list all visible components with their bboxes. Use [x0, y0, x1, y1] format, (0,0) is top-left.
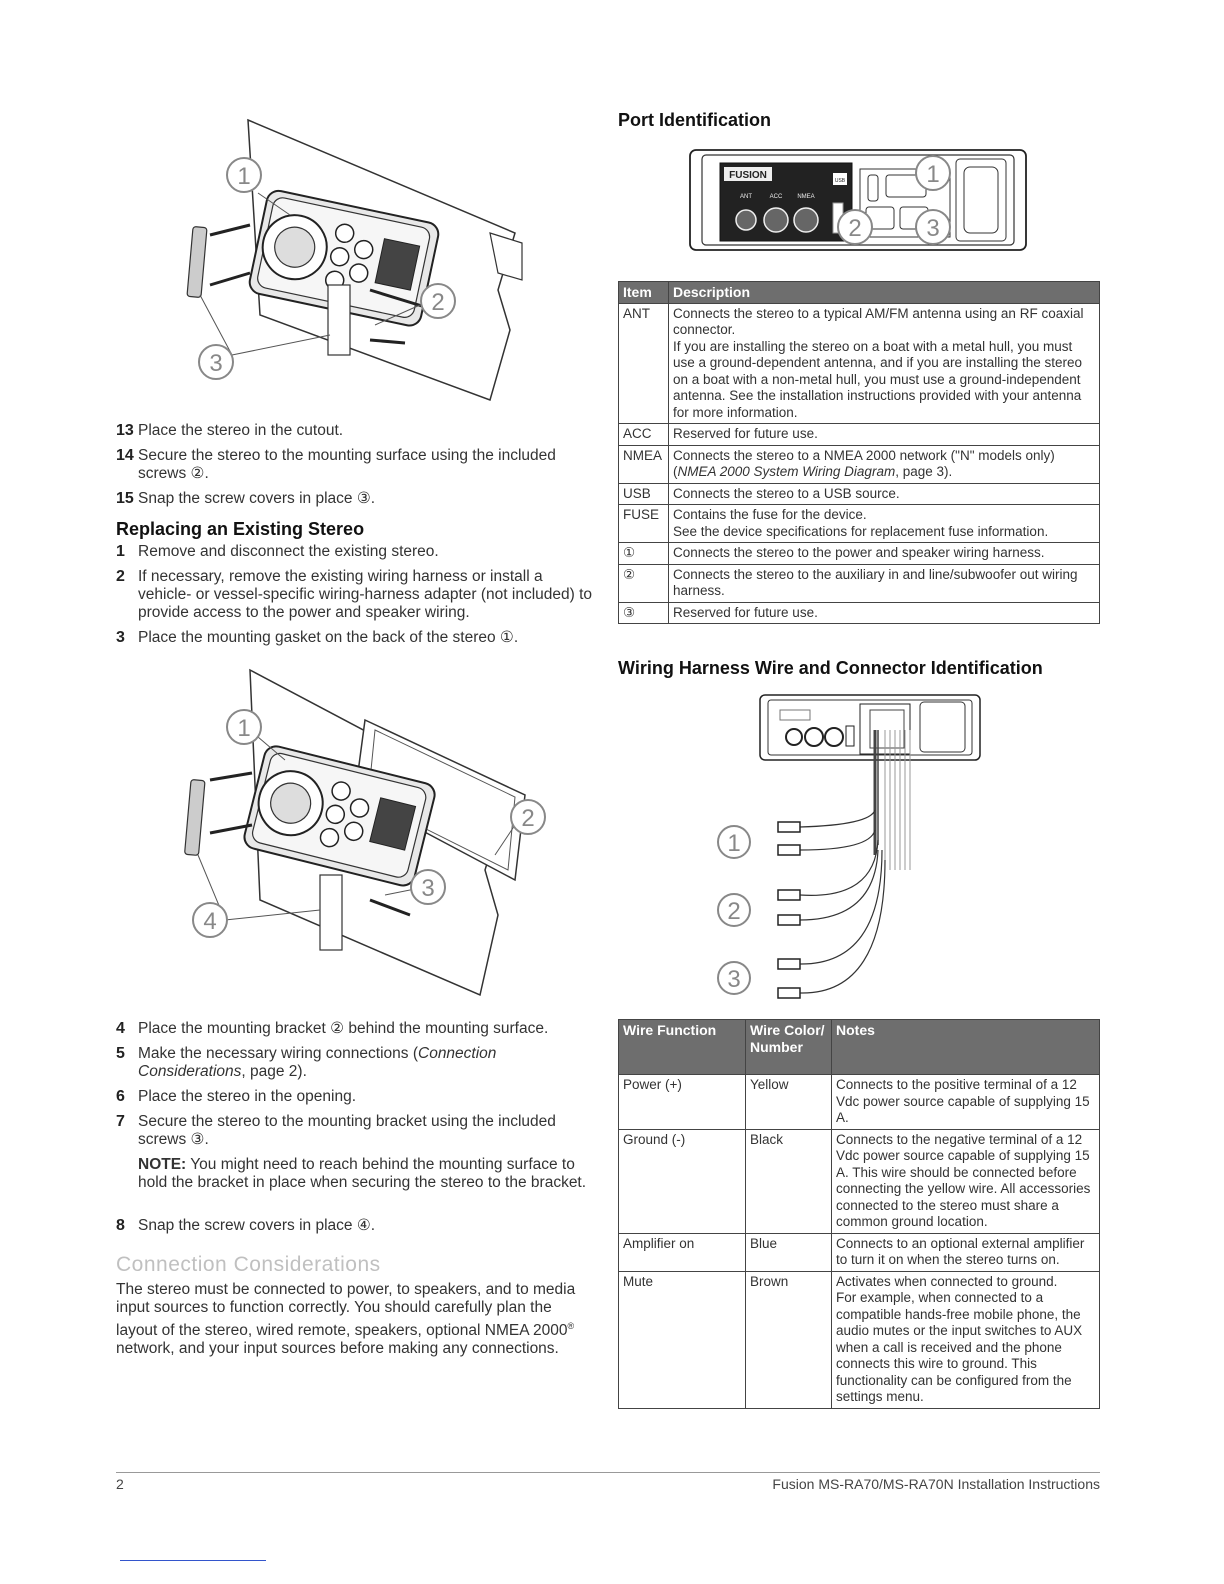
table-row: NMEA Connects the stereo to a NMEA 2000 network ("N" models only) (NMEA 2000 System Wiring Diagram, page 3).	[619, 445, 1100, 483]
figure-install-bracket	[180, 665, 560, 1005]
table-row: Mute Brown Activates when connected to ground. For example, when connected to a compatible hands-free mobile phone, the audio mutes or the input switches to AUX when a call is received and the phone connects this wire to ground. This functionality can be configured from the settings menu.	[619, 1271, 1100, 1408]
table-header: Wire Color/ Number	[746, 1020, 832, 1075]
table-row: Amplifier on Blue Connects to an optional external amplifier to turn it on when the stereo turns on.	[619, 1233, 1100, 1271]
step-15: 15 Snap the screw covers in place ③.	[116, 490, 376, 507]
callout-3: 3	[209, 350, 223, 377]
page-number: 2	[116, 1476, 124, 1492]
table-header: Wire Function	[619, 1020, 746, 1075]
callout-3: 3	[727, 966, 741, 993]
note: NOTE: You might need to reach behind the mounting surface to hold the bracket in place when securing the stereo to the bracket.	[138, 1156, 587, 1191]
callout-1: 1	[237, 163, 251, 190]
table-header: Description	[669, 282, 1100, 304]
port-label-usb: USB	[834, 178, 846, 184]
step-6: 6 Place the stereo in the opening.	[116, 1088, 357, 1105]
callout-1: 1	[727, 830, 741, 857]
wiring-harness-table	[618, 1019, 1100, 1409]
port-label-acc: ACC	[769, 194, 783, 200]
step-7: 7 Secure the stereo to the mounting bracket using the included screws ③.	[116, 1113, 556, 1148]
callout-2: 2	[521, 805, 535, 832]
callout-2: 2	[727, 898, 741, 925]
callout-3: 3	[421, 875, 435, 902]
table-row: ① Connects the stereo to the power and speaker wiring harness.	[619, 543, 1100, 565]
callout-1: 1	[237, 715, 251, 742]
callout-3: 3	[926, 215, 940, 242]
callout-2: 2	[431, 289, 445, 316]
table-row: Power (+) Yellow Connects to the positive terminal of a 12 Vdc power source capable of supplying 15 A.	[619, 1075, 1100, 1130]
bottom-rule	[120, 1560, 266, 1561]
figure-install-cutout	[180, 115, 530, 415]
footer-divider	[116, 1472, 1100, 1473]
step-r1: 1 Remove and disconnect the existing stereo.	[116, 543, 439, 560]
step-8: 8 Snap the screw covers in place ④.	[116, 1217, 376, 1234]
heading-port-identification: Port Identification	[618, 110, 771, 130]
step-r3: 3 Place the mounting gasket on the back of the stereo ①.	[116, 629, 519, 646]
port-label-nmea: NMEA	[797, 194, 815, 200]
heading-wiring-harness: Wiring Harness Wire and Connector Identification	[618, 658, 1043, 678]
step-14: 14 Secure the stereo to the mounting surface using the included screws ②.	[116, 447, 556, 482]
table-row: USB Connects the stereo to a USB source.	[619, 483, 1100, 505]
step-5: 5 Make the necessary wiring connections (Connection Considerations, page 2).	[116, 1045, 497, 1080]
figure-port-panel	[688, 145, 1028, 255]
callout-1: 1	[926, 161, 940, 188]
step-13: 13 Place the stereo in the cutout.	[116, 422, 344, 439]
table-row: FUSE Contains the fuse for the device. See the device specifications for replacement fuse information.	[619, 505, 1100, 543]
brand-logo: FUSION	[729, 170, 767, 181]
table-row: Ground (-) Black Connects to the negative terminal of a 12 Vdc power source capable of supplying 15 A. This wire should be connected before connecting the yellow wire. All accessories connected to the stereo must share a common ground location.	[619, 1129, 1100, 1233]
heading-connection-considerations: Connection Considerations	[116, 1253, 381, 1276]
table-row: ACC Reserved for future use.	[619, 424, 1100, 446]
callout-4: 4	[203, 908, 217, 935]
callout-2: 2	[848, 215, 862, 242]
step-4: 4 Place the mounting bracket ② behind the mounting surface.	[116, 1020, 549, 1037]
port-label-ant: ANT	[740, 194, 752, 200]
step-r2: 2 If necessary, remove the existing wiring harness or install a vehicle- or vessel-specific wiring-harness adapter (not included) to provide access to the power and speaker wiring.	[116, 568, 593, 621]
connection-body: The stereo must be connected to power, to speakers, and to media input sources to function correctly. You should carefully plan the layout of the stereo, wired remote, speakers, optional NMEA 2000® network, and your input sources before making any connections.	[116, 1281, 576, 1358]
document-title: Fusion MS-RA70/MS-RA70N Installation Instructions	[772, 1476, 1100, 1492]
table-row: ANT Connects the stereo to a typical AM/FM antenna using an RF coaxial connector. If you are installing the stereo on a boat with a metal hull, you must use a ground-dependent antenna, and if you are installing the stereo on a boat with a non-metal hull, you must use a ground-independent antenna. See the installation instructions provided with your antenna for more information.	[619, 303, 1100, 424]
table-row: ③ Reserved for future use.	[619, 602, 1100, 624]
port-identification-table	[618, 281, 1100, 624]
heading-replacing-stereo: Replacing an Existing Stereo	[116, 519, 365, 539]
figure-wiring-harness	[710, 690, 1000, 1005]
table-row: ② Connects the stereo to the auxiliary in and line/subwoofer out wiring harness.	[619, 564, 1100, 602]
table-header: Notes	[832, 1020, 1100, 1075]
table-header: Item	[619, 282, 669, 304]
